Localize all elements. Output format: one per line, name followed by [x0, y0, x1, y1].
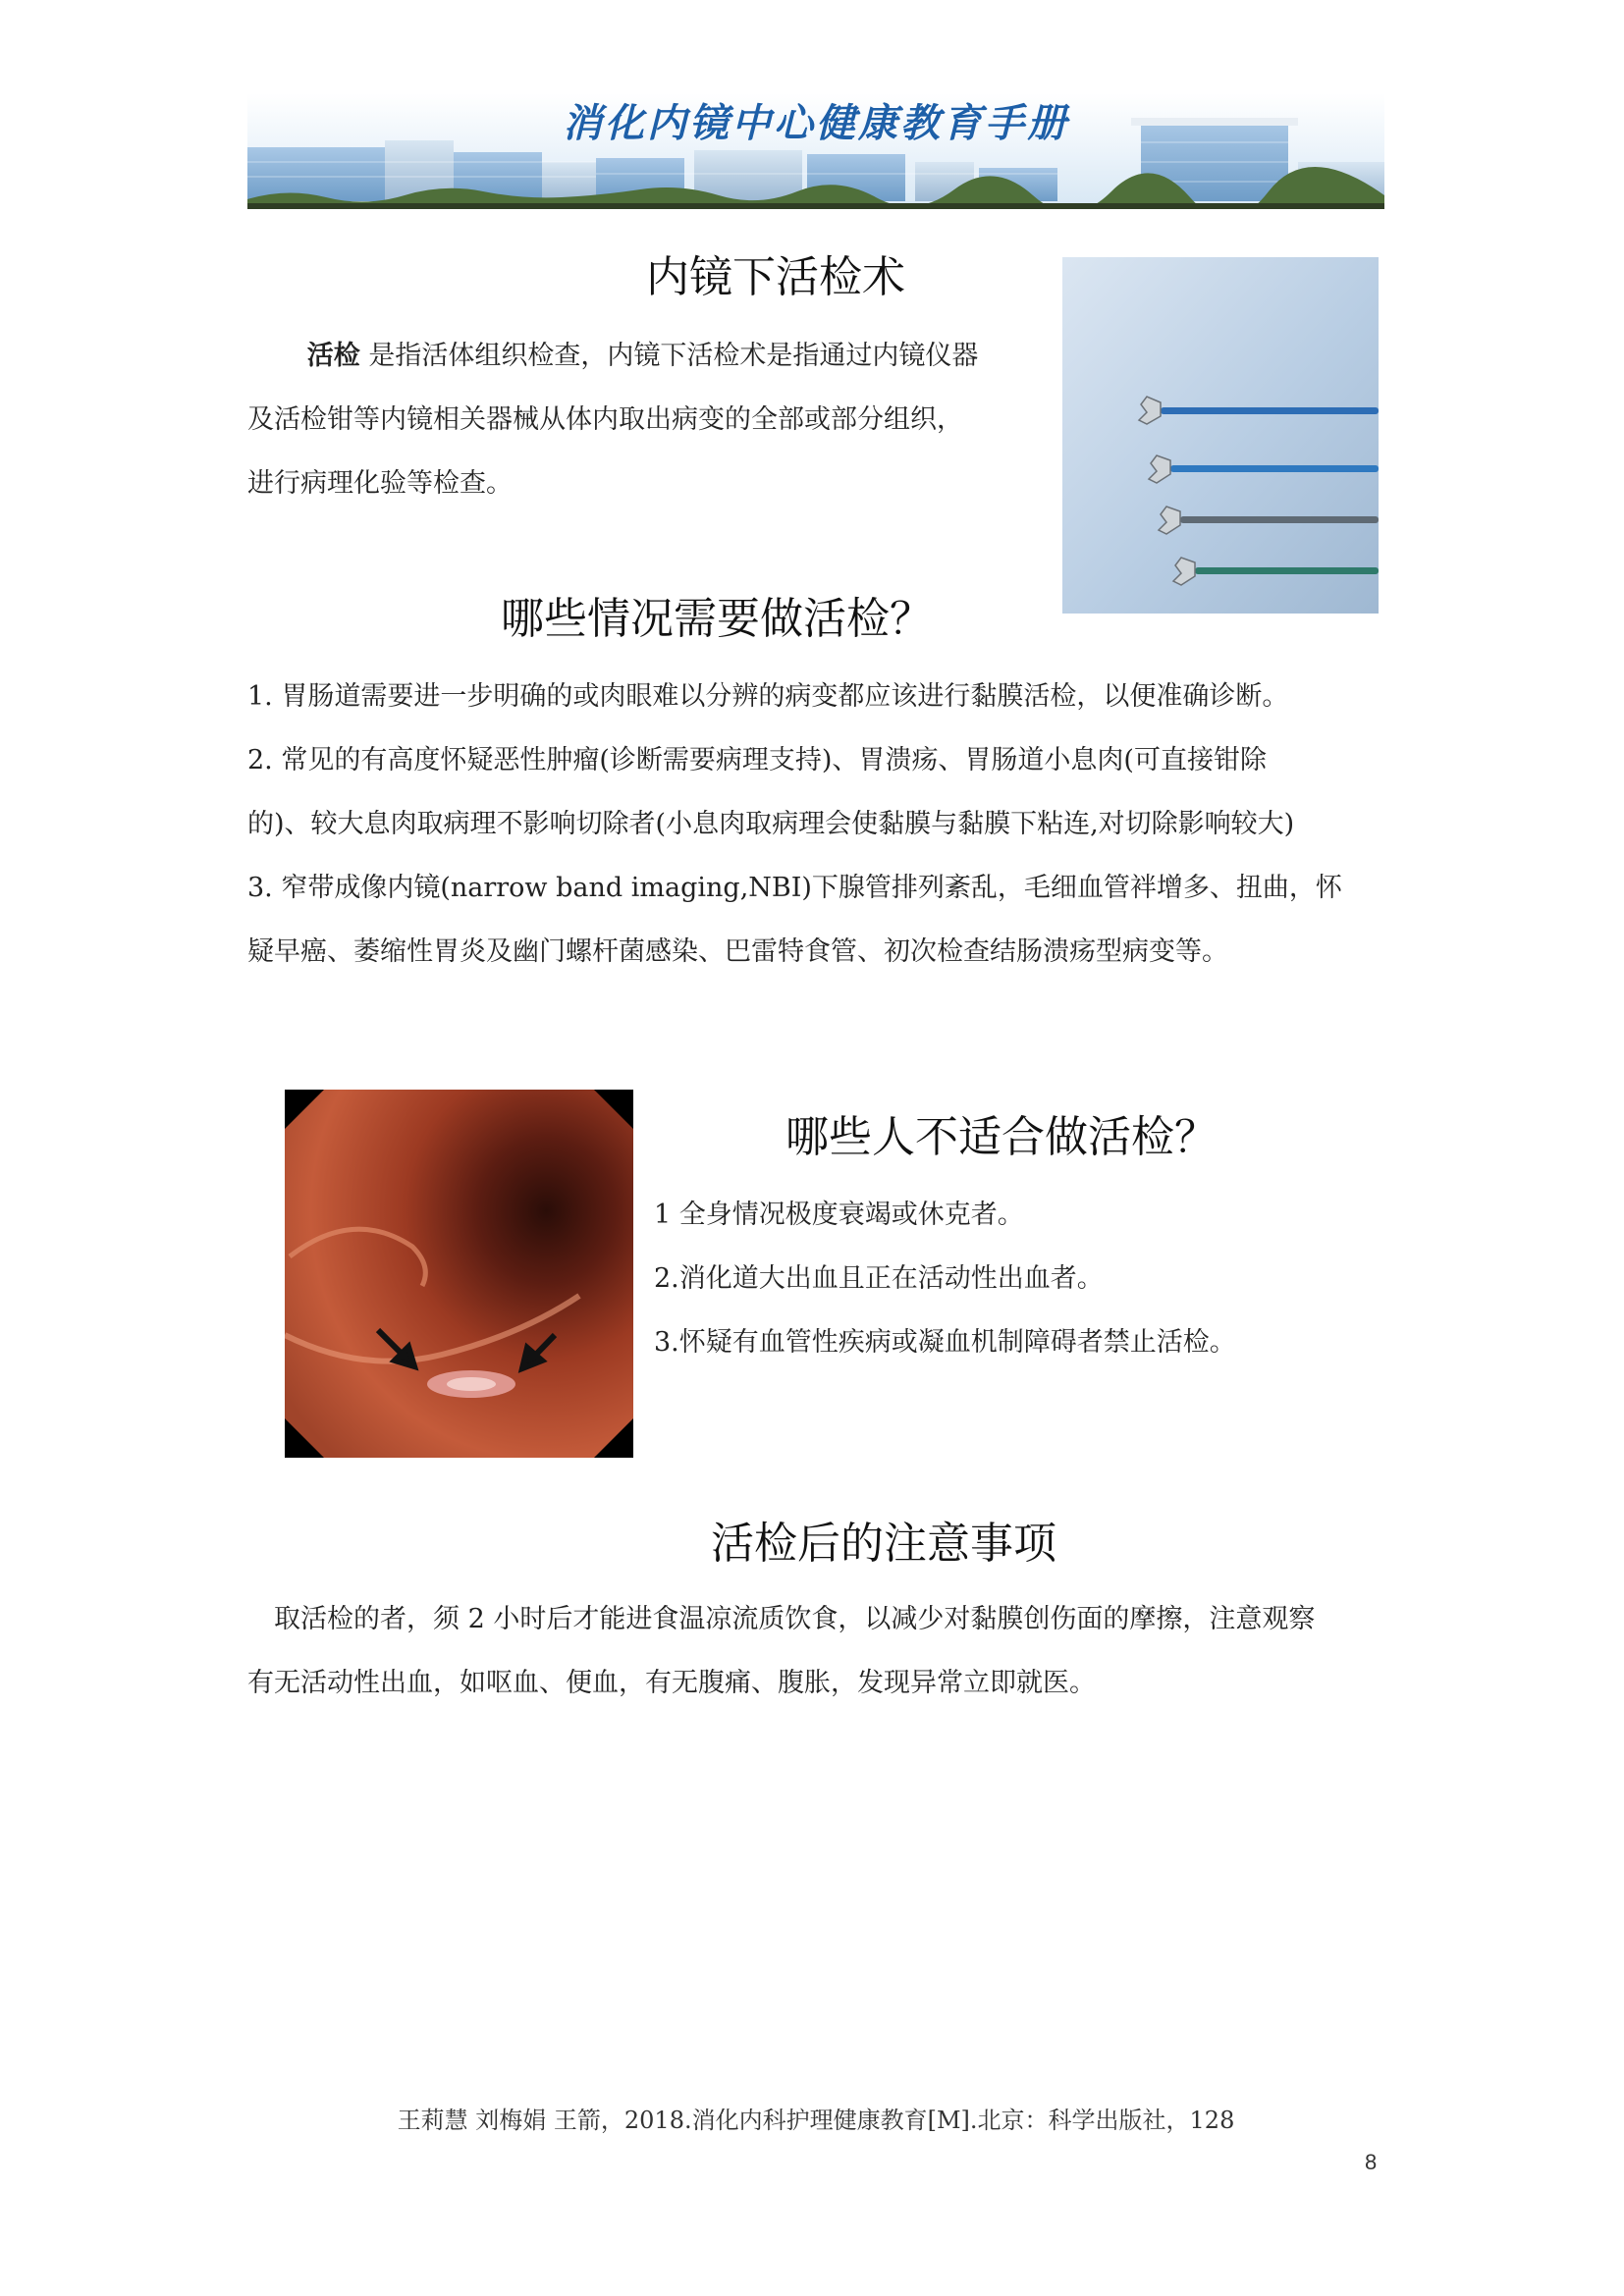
biopsy-forceps-image [1062, 257, 1379, 614]
section-title-aftercare: 活检后的注意事项 [711, 1519, 1056, 1569]
paragraph-text: 取活检的者，须 2 小时后才能进食温凉流质饮食，以减少对黏膜创伤面的摩擦，注意观察 [274, 1604, 1316, 1634]
bold-term: 活检 [306, 341, 360, 371]
reference-citation: 王莉慧 刘梅娟 王箭，2018.消化内科护理健康教育[M].北京：科学出版社，128 [397, 2107, 1235, 2134]
list-item: 2.消化道大出血且正在活动性出血者。 [654, 1263, 1104, 1294]
biopsy-definition-paragraph [247, 324, 1053, 515]
paragraph-line: 有无活动性出血，如呕血、便血，有无腹痛、腹胀，发现异常立即就医。 [247, 1668, 1096, 1698]
list-item: 的)、较大息肉取病理不影响切除者(小息肉取病理会使黏膜与黏膜下粘连,对切除影响较大) [247, 809, 1295, 839]
handbook-title: 消化内镜中心健康教育手册 [563, 101, 1069, 146]
section-title-indications: 哪些情况需要做活检？ [501, 594, 933, 644]
endoscopic-lesion-image [285, 1090, 633, 1458]
paragraph-line: 进行病理化验等检查。 [247, 468, 513, 499]
paragraph-line [247, 1587, 1386, 1651]
list-item: 1. 胃肠道需要进一步明确的或肉眼难以分辨的病变都应该进行黏膜活检，以便准确诊断。 [247, 681, 1289, 712]
page-number: 8 [1365, 2150, 1378, 2174]
list-item: 3.怀疑有血管性疾病或凝血机制障碍者禁止活检。 [654, 1327, 1236, 1358]
paragraph-line [247, 324, 1053, 388]
indications-list [247, 665, 1386, 984]
aftercare-paragraph [247, 1587, 1386, 1715]
contraindications-list [654, 1183, 1341, 1374]
header-banner [247, 93, 1384, 209]
list-item: 3. 窄带成像内镜(narrow band imaging,NBI)下腺管排列紊乱，毛细血管袢增多、扭曲，怀 [247, 873, 1342, 903]
paragraph-text: 是指活体组织检查，内镜下活检术是指通过内镜仪器 [359, 341, 979, 371]
list-item: 2. 常见的有高度怀疑恶性肿瘤(诊断需要病理支持)、胃溃疡、胃肠道小息肉(可直接钳除 [247, 745, 1267, 775]
section-title-contraindications: 哪些人不适合做活检？ [785, 1112, 1218, 1162]
list-item: 疑早癌、萎缩性胃炎及幽门螺杆菌感染、巴雷特食管、初次检查结肠溃疡型病变等。 [247, 936, 1228, 967]
section-title-biopsy: 内镜下活检术 [646, 252, 905, 302]
paragraph-line: 及活检钳等内镜相关器械从体内取出病变的全部或部分组织， [247, 404, 963, 435]
list-item: 1 全身情况极度衰竭或休克者。 [654, 1200, 1024, 1230]
